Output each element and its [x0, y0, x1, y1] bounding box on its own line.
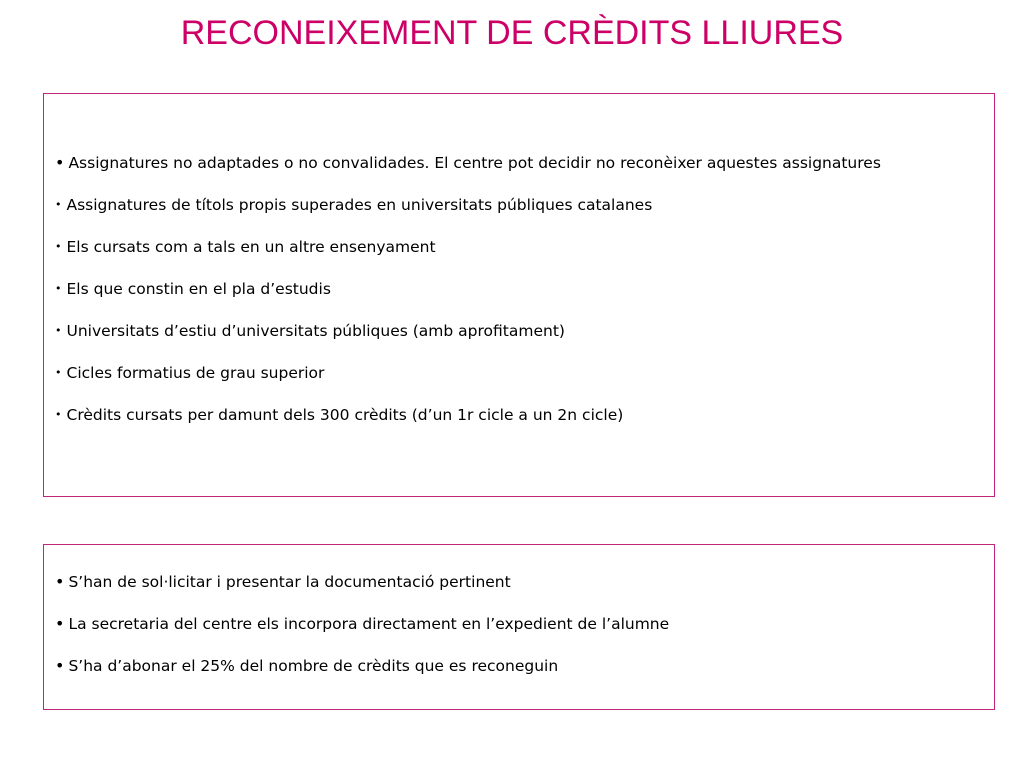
bullet-icon: •	[55, 240, 62, 253]
list-item: • S’han de sol·licitar i presentar la documentació pertinent	[55, 572, 511, 591]
bullet-icon: •	[55, 198, 62, 211]
list-item: • Crèdits cursats per damunt dels 300 crèdits (d’un 1r cicle a un 2n cicle)	[55, 406, 624, 424]
procedure-box	[43, 544, 995, 710]
bullet-icon: •	[55, 614, 65, 633]
bullet-icon: •	[55, 366, 62, 379]
list-item: • Els que constin en el pla d’estudis	[55, 280, 331, 298]
list-item: • Cicles formatius de grau superior	[55, 364, 325, 382]
bullet-icon: •	[55, 408, 62, 421]
bullet-icon: •	[55, 656, 65, 675]
list-item: • S’ha d’abonar el 25% del nombre de crèdits que es reconeguin	[55, 656, 559, 675]
bullet-list	[55, 571, 984, 697]
list-item: • Els cursats com a tals en un altre ensenyament	[55, 238, 436, 256]
list-item: • Universitats d’estiu d’universitats públiques (amb aprofitament)	[55, 322, 565, 340]
bullet-icon: •	[55, 572, 65, 591]
requirements-box	[43, 93, 995, 497]
list-item: • La secretaria del centre els incorpora directament en l’expedient de l’alumne	[55, 614, 670, 633]
bullet-icon: •	[55, 282, 62, 295]
bullet-list	[55, 152, 984, 446]
list-item: • Assignatures no adaptades o no convalidades. El centre pot decidir no reconèixer aquestes assignatures	[55, 153, 881, 172]
bullet-icon: •	[55, 324, 62, 337]
bullet-icon: •	[55, 153, 65, 172]
slide-title: RECONEIXEMENT DE CRÈDITS LLIURES	[180, 14, 844, 52]
list-item: • Assignatures de títols propis superades en universitats públiques catalanes	[55, 196, 653, 214]
